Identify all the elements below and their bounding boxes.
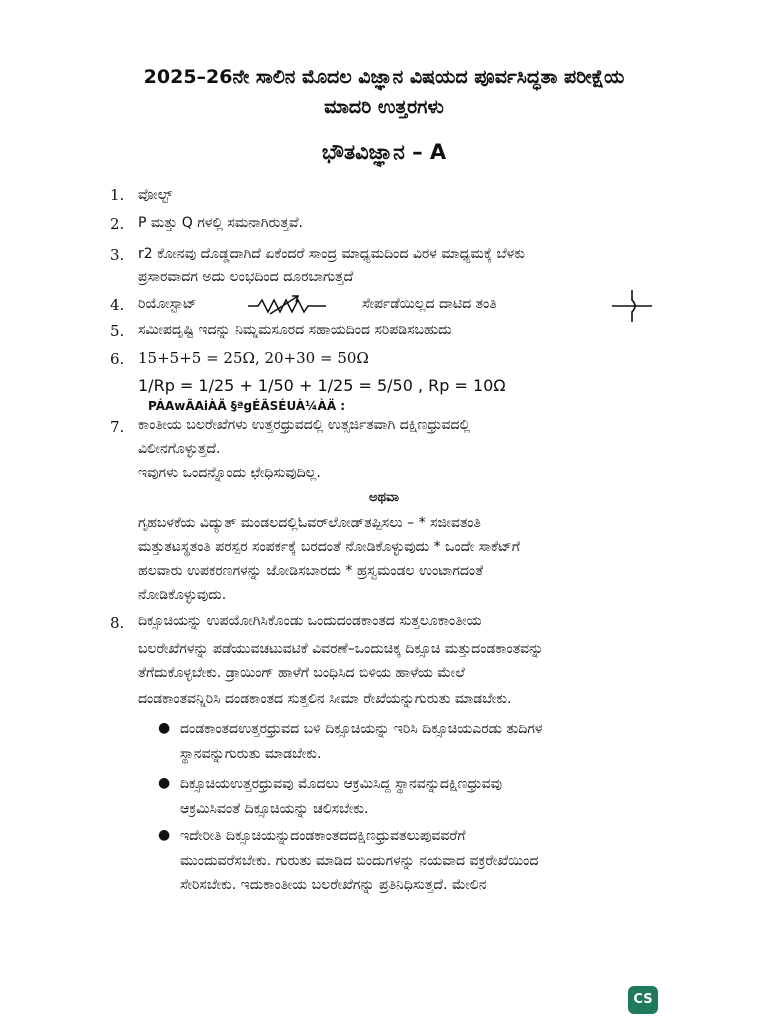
answer-5-text: ಸಮೀಪದೃಷ್ಟಿ ಇದನ್ನು ನಿಮ್ನಮಸೂರದ ಸಹಾಯದಿಂದ ಸರಿಪಡಿಸಬಹುದು xyxy=(138,322,452,338)
answer-7-line1: ಕಾಂತೀಯ ಬಲರೇಖೆಗಳು ಉತ್ತರಧ್ರುವದಲ್ಲಿ ಉತ್ಸರ್ಜಿತವಾಗಿ ದಕ್ಷಿಣಧ್ರುವದಲ್ಲಿ xyxy=(138,417,471,433)
answer-8-line3: ತೆಗೆದುಕೊಳ್ಳಬೇಕು. ಡ್ರಾಯಿಂಗ್ ಹಾಳೆಗೆ ಬಂಧಿಸಿದ ಬಿಳಿಯ ಹಾಳೆಯ ಮೇಲೆ xyxy=(138,665,465,681)
page-title-line2: ಮಾದರಿ ಉತ್ತರಗಳು xyxy=(324,96,444,118)
answer-8-bullet3-line2: ಮುಂದುವರೆಸಬೇಕು. ಗುರುತು ಮಾಡಿದ ಬಿಂದುಗಳನ್ನು ನಯವಾದ ವಕ್ರರೇಖೆಯಿಂದ xyxy=(180,853,539,869)
answer-4-label-crossed-wire: ಸೇರ್ಪಡೆಯಿಲ್ಲದ ದಾಟಿದ ತಂತಿ xyxy=(362,296,497,312)
answer-7-line3: ಇವುಗಳು ಒಂದನ್ನೊಂದು ಛೇಧಿಸುವುದಿಲ್ಲ. xyxy=(138,465,321,481)
answer-number-8: 8. xyxy=(110,614,125,632)
page-title-line1: 2025–26ನೇ ಸಾಲಿನ ಮೊದಲ ವಿಜ್ಞಾನ ವಿಷಯದ ಪೂರ್ವಸಿದ್ಧತಾ ಪರೀಕ್ಷೆಯ xyxy=(143,66,625,88)
answer-number-1: 1. xyxy=(110,186,125,204)
answer-number-2: 2. xyxy=(110,215,125,233)
answer-7-line4: ಗೃಹಬಳಕೆಯ ವಿದ್ಯುತ್ ಮಂಡಲದಲ್ಲಿಓವರ್‌ಲೋಡ್‌ತಪ್ಪಿಸಲು – * ಸಜೀವತಂತಿ xyxy=(138,515,481,531)
answer-number-5: 5. xyxy=(110,322,125,340)
answer-8-line1: ದಿಕ್ಸೂಚಿಯನ್ನು ಉಪಯೋಗಿಸಿಕೊಂಡು ಒಂದುದಂಡಕಾಂತದ ಸುತ್ತಲೂಕಾಂತೀಯ xyxy=(138,613,482,629)
camscanner-badge-icon: CS xyxy=(628,986,658,1014)
answer-8-line4: ದಂಡಕಾಂತವನ್ನಿರಿಸಿ ದಂಡಕಾಂತದ ಸುತ್ತಲಿನ ಸೀಮಾ ರೇಖೆಯನ್ನುಗುರುತು ಮಾಡಬೇಕು. xyxy=(138,691,512,707)
answer-6-parallel-formula: 1/Rp = 1/25 + 1/50 + 1/25 = 5/50 , Rp = 10Ω xyxy=(138,376,506,395)
answer-1-text: ವೋಲ್ಟ್ xyxy=(138,187,173,203)
bullet-marker: ● xyxy=(158,720,171,736)
answer-3-line1: r2 ಕೋನವು ದೊಡ್ಡದಾಗಿದೆ ಏಕೆಂದರೆ ಸಾಂದ್ರ ಮಾಧ್ಯಮದಿಂದ ವಿರಳ ಮಾಧ್ಯಮಕ್ಕೆ ಬೆಳಕು xyxy=(138,246,525,262)
answer-8-bullet1-line1: ದಂಡಕಾಂತದಉತ್ತರಧ್ರುವದ ಬಳಿ ದಿಕ್ಸೂಚಿಯನ್ನು ಇರಿಸಿ ದಿಕ್ಸೂಚಿಯಎರಡು ತುದಿಗಳ xyxy=(180,721,543,737)
answer-8-bullet3-line1: ಇದೇರೀತಿ ದಿಕ್ಸೂಚಿಯನ್ನುದಂಡಕಾಂತದದಕ್ಷಿಣಧ್ರುವತಲುಪುವವರೆಗೆ xyxy=(180,828,466,844)
answer-8-line2: ಬಲರೇಖೆಗಳನ್ನು ಪಡೆಯುವಚಟುವಟಿಕೆ ವಿವರಣೆ–ಒಂದುಚಿಕ್ಕ ದಿಕ್ಸೂಚಿ ಮತ್ತುದಂಡಕಾಂತವನ್ನು xyxy=(138,641,544,657)
answer-number-3: 3. xyxy=(110,246,125,264)
bullet-marker: ● xyxy=(158,827,171,843)
answer-3-line2: ಪ್ರಸಾರವಾದಗ ಅದು ಲಂಭದಿಂದ ದೂರಬಾಗುತ್ತದೆ xyxy=(138,269,354,285)
answer-7-line5: ಮತ್ತುತಟಸ್ಥತಂತಿ ಪರಸ್ಪರ ಸಂಪರ್ಕಕ್ಕೆ ಬರದಂತೆ ನೋಡಿಕೊಳ್ಳುವುದು * ಒಂದೇ ಸಾಕೆಟ್‌ಗೆ xyxy=(138,539,520,555)
answer-8-bullet3-line3: ಸೇರಿಸಬೇಕು. ಇದುಕಾಂತೀಯ ಬಲರೇಖೆಗನ್ನು ಪ್ರತಿನಿಧಿಸುತ್ತದೆ. ಮೇಲಿನ xyxy=(180,877,487,893)
or-separator: ಅಥವಾ xyxy=(369,490,399,505)
answer-7-line7: ನೋಡಿಕೊಳ್ಳುವುದು. xyxy=(138,587,227,603)
answer-2-text: P ಮತ್ತು Q ಗಳಲ್ಲಿ ಸಮನಾಗಿರುತ್ತವೆ. xyxy=(138,215,303,231)
answer-number-7: 7. xyxy=(110,418,125,436)
answer-6-resistance-sums: 15+5+5 = 25Ω, 20+30 = 50Ω xyxy=(138,349,369,367)
rheostat-symbol-icon xyxy=(246,292,328,316)
garbled-heading: PÁAwÃAiÀÄ §ªgÉÃSÉUÀ¼ÀÄ : xyxy=(148,399,346,413)
answer-8-bullet2-line1: ದಿಕ್ಸೂಚಿಯಉತ್ತರಧ್ರುವವು ಮೊದಲು ಆಕ್ರಮಿಸಿದ್ದ ಸ್ಥಾನವನ್ನುದಕ್ಷಿಣಧ್ರುವವು xyxy=(180,776,503,792)
section-title: ಭೌತವಿಜ್ಞಾನ – A xyxy=(321,140,447,164)
answer-4-label-rheostat: ರಿಯೋಸ್ಟಾಟ್ xyxy=(138,296,197,312)
answer-number-4: 4. xyxy=(110,296,125,314)
answer-8-bullet1-line2: ಸ್ಥಾನವನ್ನುಗುರುತು ಮಾಡಬೇಕು. xyxy=(180,746,322,762)
crossed-wire-symbol-icon xyxy=(610,288,654,324)
answer-7-line6: ಹಲವಾರು ಉಪಕರಣಗಳನ್ನು ಜೋಡಿಸಬಾರದು * ಹ್ರಸ್ವಮಂಡಲ ಉಂಟಾಗದಂತೆ xyxy=(138,563,484,579)
answer-8-bullet2-line2: ಆಕ್ರಮಿಸಿವಂತೆ ದಿಕ್ಸೂಚಿಯನ್ನು ಚಲಿಸಬೇಕು. xyxy=(180,801,369,817)
answer-7-line2: ವಿಲೀನಗೊಳ್ಳುತ್ತದೆ. xyxy=(138,441,221,457)
answer-number-6: 6. xyxy=(110,350,125,368)
bullet-marker: ● xyxy=(158,775,171,791)
